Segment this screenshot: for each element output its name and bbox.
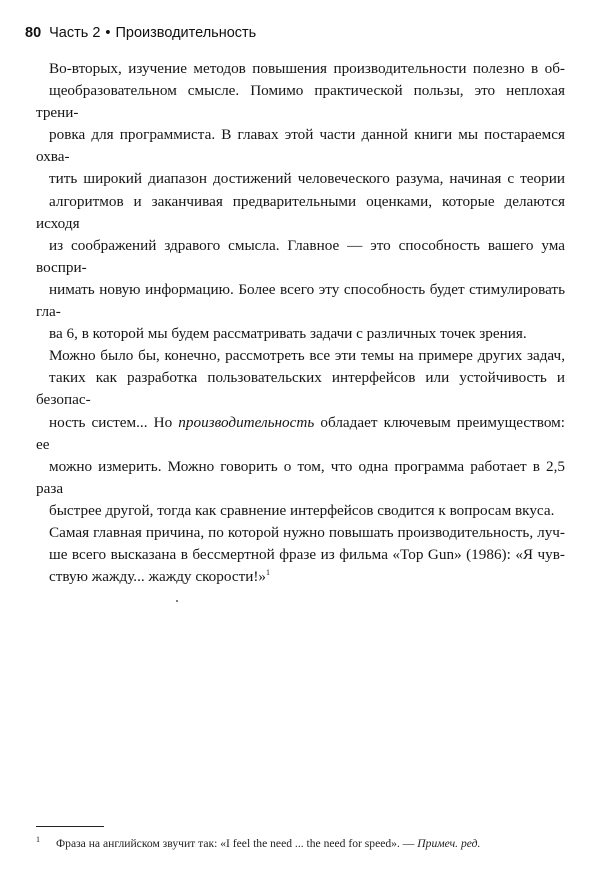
section-title: Производительность [115,25,257,41]
footnote-mark: 1 [36,835,40,844]
paragraph-line: ровка для программиста. В главах этой части данной книги мы постараемся охва- [36,126,565,166]
paragraph-line: Можно было бы, конечно, рассмотреть все эти темы на примере других задач, [49,347,565,365]
paragraph-line: ва 6, в которой мы будем рассматривать задачи с различных точек зрения. [49,325,527,343]
footnote-text: Фраза на английском звучит так: «I feel the need ... the need for speed». — [56,837,415,850]
paragraph-line: таких как разработка пользовательских интерфейсов или устойчивость и безопас- [36,369,565,409]
paragraph-line: алгоритмов и заканчивая предварительными оценками, которые делаются исходя [36,192,565,232]
text-run: обладает ключевым преимуществом: ее [36,413,565,453]
footnote [36,835,576,850]
paragraph-line: быстрее другой, тогда как сравнение интерфейсов сводится к вопросам вкуса. [49,501,555,519]
paragraph-2 [36,345,565,522]
editor-note: Примеч. ред. [417,837,481,850]
text-run: ствую жажду... жажду скорости!» [49,568,266,586]
paragraph-line [36,566,565,588]
paragraph-line: ше всего высказана в бессмертной фразе из фильма «Top Gun» (1986): «Я чув- [49,546,565,564]
paragraph-line: Во-вторых, изучение методов повышения производительности полезно в об- [49,60,565,77]
paragraph-line: из соображений здравого смысла. Главное — это способность вашего ума воспри- [36,236,565,276]
paragraph-line: тить широкий диапазон достижений человеческого разума, начиная с теории [49,170,565,188]
part-label: Часть 2 [49,25,101,41]
scan-speck [176,600,178,602]
paragraph-3 [36,522,565,588]
header-bullet: • [105,25,111,41]
paragraph-line [36,412,565,456]
paragraph-line: нимать новую информацию. Более всего эту способность будет стимулировать гла- [36,280,565,321]
footnote-rule [36,826,104,827]
emphasis-term: производительность [178,413,315,431]
paragraph-line: можно измерить. Можно говорить о том, что одна программа работает в 2,5 раза [36,457,565,497]
footnote-reference[interactable]: 1 [266,568,270,578]
paragraph-1 [36,58,565,345]
text-run: ность систем... Но [49,413,179,431]
page-number: 80 [25,25,42,41]
body-text [36,58,565,588]
running-header [25,25,256,41]
paragraph-line: щеобразовательном смысле. Помимо практической пользы, это неплохая трени- [36,82,565,122]
paragraph-line: Самая главная причина, по которой нужно повышать производительность, луч- [49,523,565,541]
